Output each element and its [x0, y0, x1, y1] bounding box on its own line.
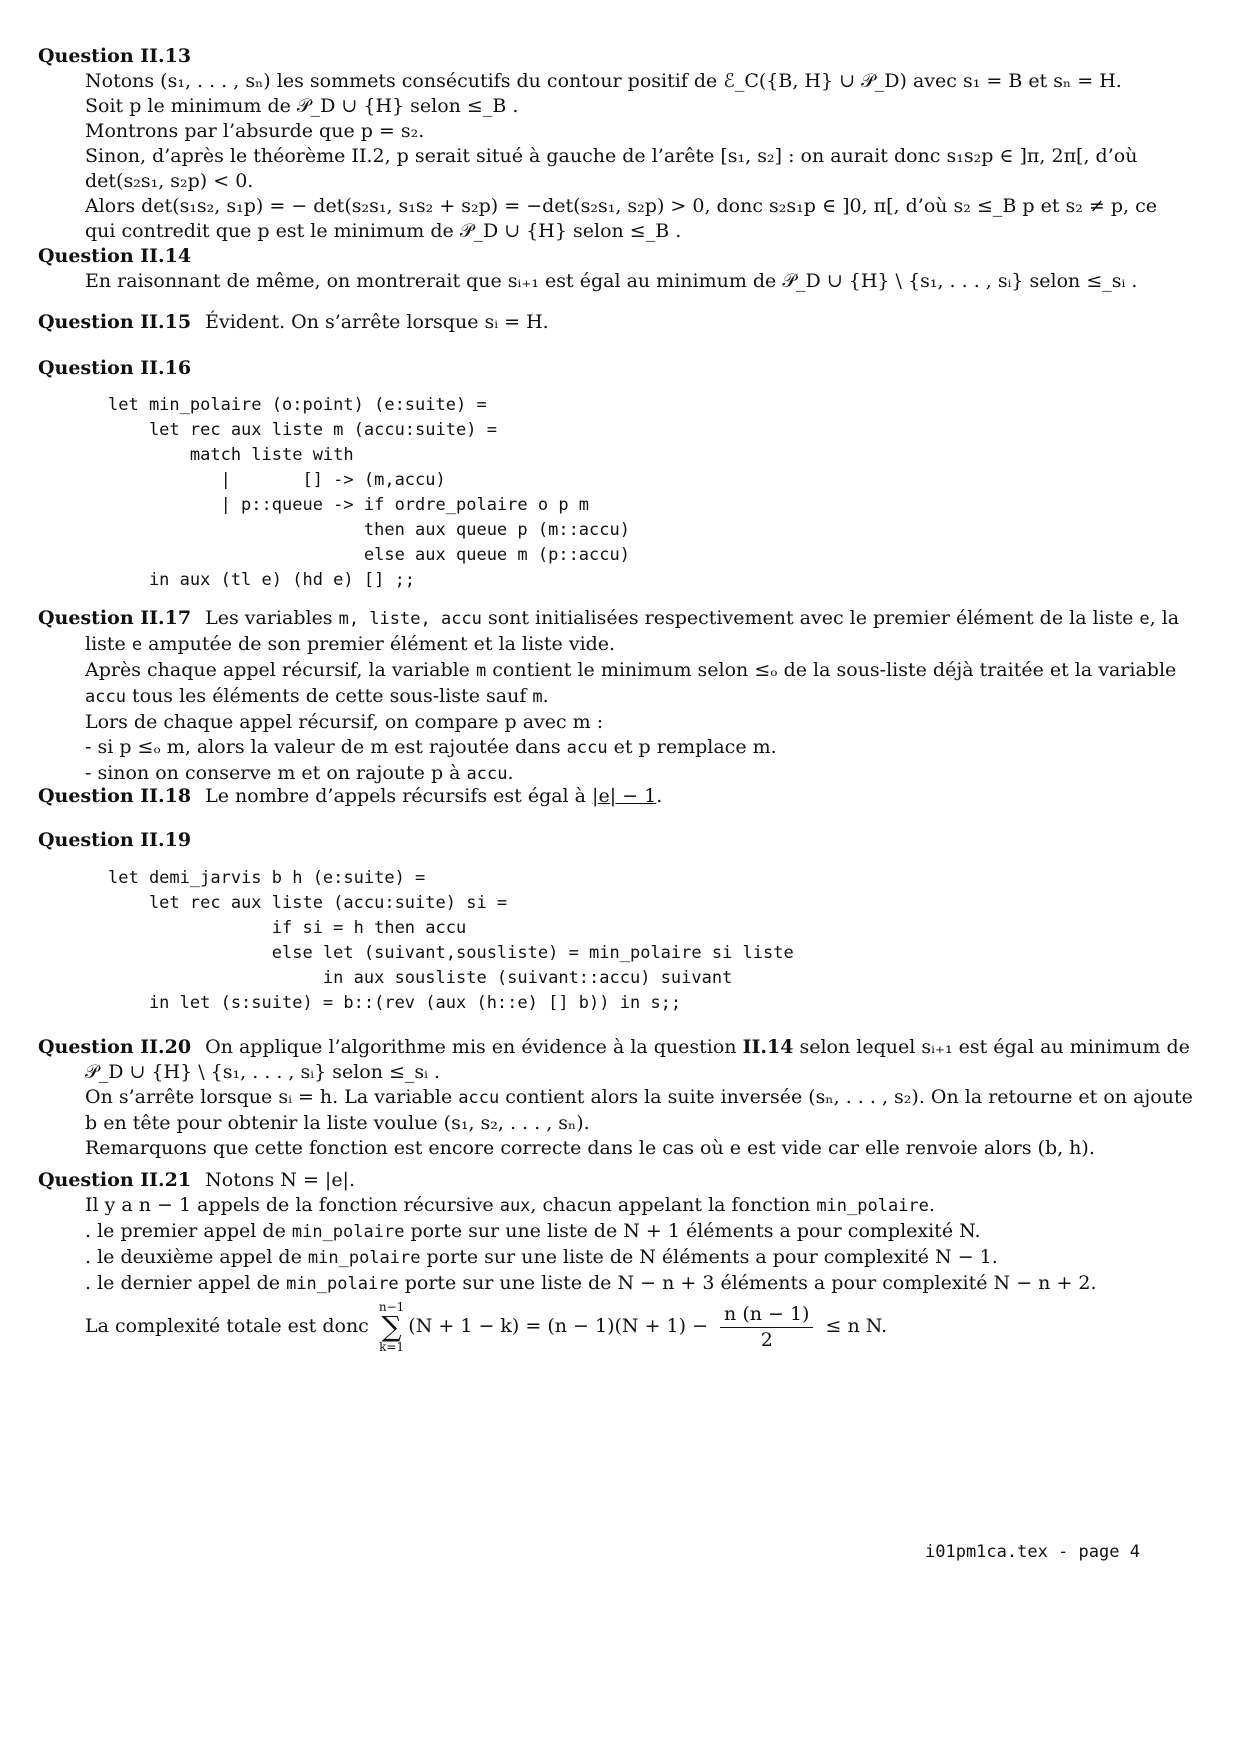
code-inline: accu [466, 764, 508, 784]
text-fragment: Il y a n − 1 appels de la fonction récursive [85, 1194, 494, 1216]
text-fragment: porte sur une liste de N + 1 éléments a pour complexité N. [410, 1220, 981, 1242]
text-fragment: liste [85, 633, 126, 655]
fraction-denominator: 2 [760, 1328, 773, 1351]
text-fragment: contient alors la suite inversée (sₙ, . . . , s₂). On la retourne et on ajoute [505, 1086, 1193, 1108]
summation [379, 1301, 404, 1353]
sum-upper-bound: n−1 [378, 1300, 405, 1314]
sum-lower-bound: k=1 [379, 1340, 405, 1354]
text-fragment: . le premier appel de [85, 1220, 286, 1242]
code-inline: e [1139, 609, 1150, 629]
code-inline: min_polaire [307, 1248, 421, 1268]
text-line: qui contredit que p est le minimum de 𝒫_D ∪ {H} selon ≤_B . [85, 220, 682, 242]
text-fragment: et p remplace m. [613, 736, 777, 758]
question-ii-16 [38, 356, 1158, 381]
text-fragment: - sinon on conserve m et on rajoute p à [85, 762, 461, 784]
question-title: Question II.16 [38, 357, 192, 379]
question-body [85, 69, 1158, 244]
question-body [85, 1060, 1193, 1161]
text-fragment: ≤ n N. [825, 1315, 888, 1337]
question-title: Question II.13 [38, 45, 192, 67]
code-inline: e [131, 635, 143, 655]
sigma-symbol: ∑ [381, 1310, 402, 1343]
text-fragment: La complexité totale est donc [85, 1315, 369, 1337]
text-fragment: . [507, 762, 514, 784]
code-inline: accu [458, 1088, 500, 1108]
text-line: Notons (s₁, . . . , sₙ) les sommets consécutifs du contour positif de ℰ_C({B, H} ∪ 𝒫_D) avec s₁ = B et sₙ = H. [85, 70, 1122, 92]
text-line: b en tête pour obtenir la liste voulue (s₁, s₂, . . . , sₙ). [85, 1112, 590, 1134]
text-line: Lors de chaque appel récursif, on compare p avec m : [85, 711, 604, 733]
question-text: Évident. On s’arrête lorsque sᵢ = H. [205, 311, 549, 333]
underlined-result: |e| − 1 [592, 785, 657, 807]
question-ii-13 [38, 44, 1158, 244]
code-block-demi-jarvis: let demi_jarvis b h (e:suite) = let rec aux liste (accu:suite) si = if si = h then accu else let (suivant,sousliste) = min_polaire si liste in aux sousliste (suivant::accu) suivant in let (s:suite) = b::(rev (aux (h::e) [] b)) in s;; [108, 868, 794, 1013]
text-fragment: . [656, 785, 663, 807]
fraction [720, 1302, 813, 1353]
question-ii-14 [38, 244, 1158, 294]
text-fragment: On s’arrête lorsque sᵢ = h. La variable [85, 1086, 453, 1108]
text-line: En raisonnant de même, on montrerait que sᵢ₊₁ est égal au minimum de 𝒫_D ∪ {H} \ {s₁, . . . , sᵢ} selon ≤_sᵢ . [85, 270, 1138, 292]
code-inline: min_polaire [291, 1222, 405, 1242]
text-line: 𝒫_D ∪ {H} \ {s₁, . . . , sᵢ} selon ≤_sᵢ . [85, 1061, 441, 1083]
question-ii-21 [38, 1168, 1158, 1353]
question-ii-17 [38, 606, 1180, 787]
code-inline: accu [566, 738, 608, 758]
text-fragment: sont initialisées respectivement avec le premier élément de la liste [487, 607, 1134, 629]
code-block-min-polaire: let min_polaire (o:point) (e:suite) = let rec aux liste m (accu:suite) = match liste with | [] -> (m,accu) | p::queue -> if ordre_polaire o p m then aux queue p (m::accu) else aux queue m (p::accu) in aux (tl e) (hd e) [] ;; [108, 395, 630, 590]
text-fragment: . [542, 685, 549, 707]
question-title: Question II.15 [38, 311, 192, 333]
text-fragment: , chacun appelant la fonction [530, 1194, 811, 1216]
text-fragment: Le nombre d’appels récursifs est égal à [205, 785, 586, 807]
page-footer: i01pm1ca.tex - page 4 [925, 1542, 1140, 1562]
question-title: Question II.18 [38, 785, 192, 807]
question-reference: II.14 [742, 1036, 794, 1058]
text-fragment: Notons N = |e|. [205, 1169, 356, 1191]
text-fragment: . [928, 1194, 935, 1216]
text-fragment: (N + 1 − k) = (n − 1)(N + 1) − [408, 1315, 708, 1337]
text-line: Soit p le minimum de 𝒫_D ∪ {H} selon ≤_B . [85, 95, 519, 117]
code-inline: aux [499, 1196, 531, 1216]
text-fragment: Après chaque appel récursif, la variable [85, 659, 470, 681]
text-line: Remarquons que cette fonction est encore correcte dans le cas où e est vide car elle renvoie alors (b, h). [85, 1137, 1095, 1159]
code-inline: accu [85, 687, 126, 707]
text-fragment: contient le minimum selon ≤ₒ de la sous-liste déjà traitée et la variable [492, 659, 1177, 681]
question-body [85, 1193, 1158, 1353]
text-fragment: tous les éléments de cette sous-liste sauf [132, 685, 527, 707]
code-inline: m [475, 661, 487, 681]
text-fragment: On applique l’algorithme mis en évidence à la question [205, 1036, 737, 1058]
text-line: det(s₂s₁, s₂p) < 0. [85, 170, 254, 192]
code-inline: min_polaire [816, 1196, 929, 1216]
question-title: Question II.19 [38, 829, 192, 851]
question-title: Question II.17 [38, 607, 192, 629]
text-line: Montrons par l’absurde que p = s₂. [85, 120, 425, 142]
text-line: Alors det(s₁s₂, s₁p) = − det(s₂s₁, s₁s₂ + s₂p) = −det(s₂s₁, s₂p) > 0, donc s₂s₁p ∈ ]0, π[, d’où s₂ ≤_B p et s₂ ≠ p, ce [85, 195, 1157, 217]
code-inline: min_polaire [286, 1274, 399, 1294]
text-fragment: porte sur une liste de N éléments a pour complexité N − 1. [426, 1246, 998, 1268]
text-fragment: , la [1149, 607, 1180, 629]
text-fragment: . le dernier appel de [85, 1272, 281, 1294]
question-ii-15 [38, 310, 1158, 335]
text-fragment: - si p ≤ₒ m, alors la valeur de m est rajoutée dans [85, 736, 561, 758]
text-fragment: porte sur une liste de N − n + 3 éléments a pour complexité N − n + 2. [404, 1272, 1097, 1294]
text-fragment: Les variables [205, 607, 333, 629]
code-inline: m, liste, accu [338, 609, 482, 629]
question-title: Question II.14 [38, 245, 192, 267]
text-line: Sinon, d’après le théorème II.2, p serait situé à gauche de l’arête [s₁, s₂] : on aurait donc s₁s₂p ∈ ]π, 2π[, d’où [85, 145, 1138, 167]
code-inline: m [532, 687, 543, 707]
text-fragment: amputée de son premier élément et la liste vide. [148, 633, 616, 655]
question-ii-19 [38, 828, 1158, 853]
question-ii-18 [38, 784, 1158, 809]
fraction-numerator: n (n − 1) [720, 1302, 813, 1328]
question-title: Question II.20 [38, 1036, 192, 1058]
question-body [85, 269, 1158, 294]
question-title: Question II.21 [38, 1169, 192, 1191]
question-ii-20 [38, 1035, 1193, 1161]
text-fragment: selon lequel sᵢ₊₁ est égal au minimum de [799, 1036, 1190, 1058]
question-body [85, 632, 1177, 787]
text-fragment: . le deuxième appel de [85, 1246, 302, 1268]
complexity-formula [85, 1301, 1158, 1353]
